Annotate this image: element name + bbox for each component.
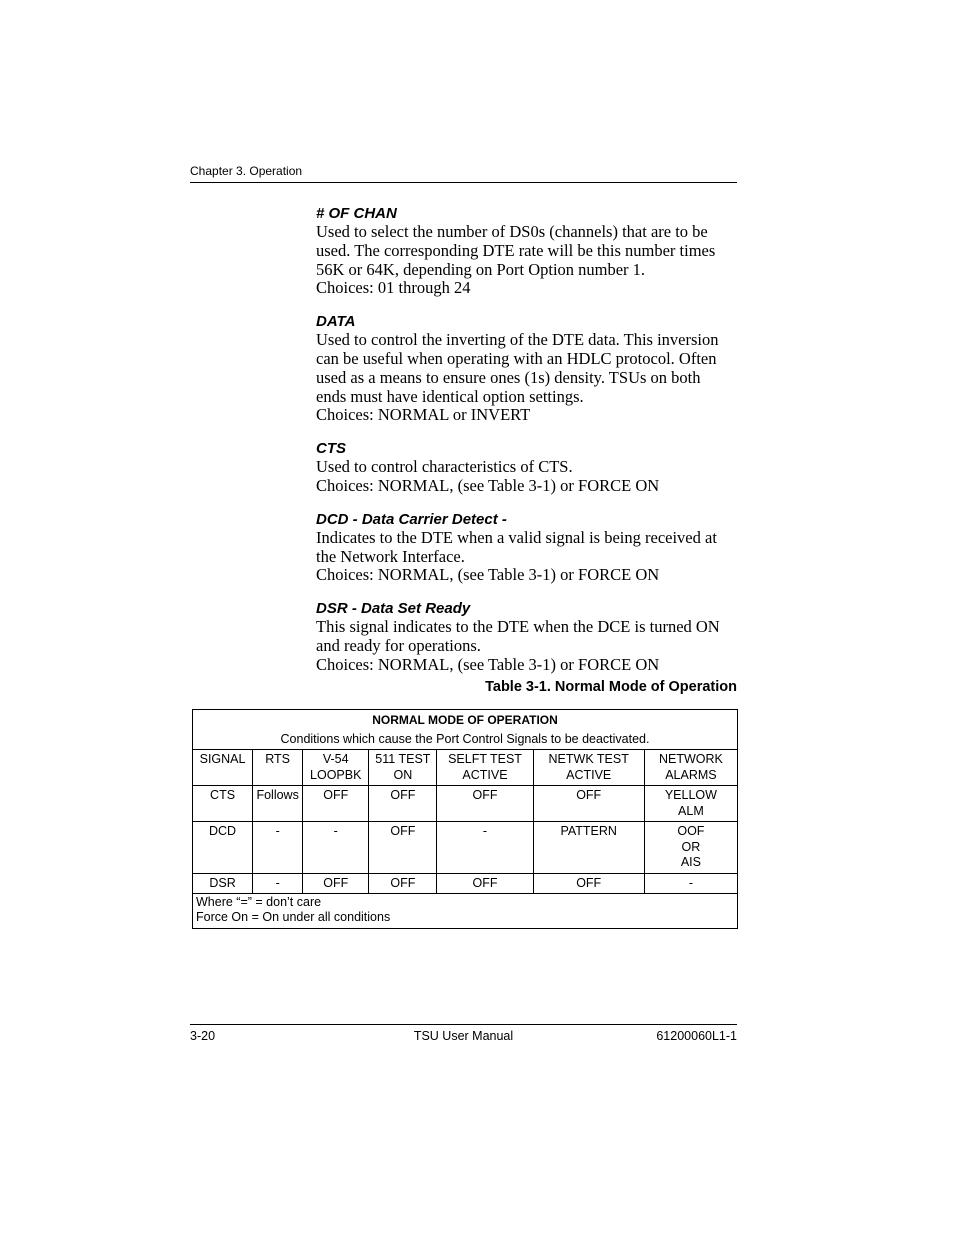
cell-text: AIS: [680, 855, 701, 869]
part-number: 61200060L1-1: [656, 1029, 737, 1043]
description-line: used. The corresponding DTE rate will be this number times: [316, 240, 716, 260]
table-cell: [369, 786, 437, 822]
cell-text: OFF: [323, 875, 349, 890]
description-line: Used to control the inverting of the DTE data. This inversion: [316, 330, 719, 350]
description-line: Used to select the number of DS0s (channels) that are to be: [316, 222, 708, 241]
header-rule: [190, 182, 737, 183]
cell-text: 511 TEST: [375, 752, 431, 766]
cell-text: YELLOW: [664, 788, 717, 802]
cell-text: OFF: [576, 875, 602, 890]
table-cell: [369, 873, 437, 894]
table-cell: [253, 786, 303, 822]
table-cell: [644, 786, 737, 822]
description-line: used as a means to ensure ones (1s) density. TSUs on both: [316, 367, 701, 387]
description-line: ends must have identical option settings.: [316, 386, 584, 406]
table-cell: [303, 873, 369, 894]
cell-text: -: [482, 824, 488, 838]
cell-text: -: [275, 875, 280, 890]
cell-text: SELFT TEST: [448, 752, 522, 766]
section-title: DCD - Data Carrier Detect -: [316, 510, 507, 528]
table-cell: [369, 822, 437, 874]
option-section: [316, 440, 746, 496]
option-section: [316, 600, 746, 674]
option-descriptions: [316, 205, 746, 690]
cell-text: ACTIVE: [462, 767, 508, 782]
cell-text: CTS: [210, 788, 236, 802]
note-line: Where “=” = don’t care: [196, 895, 322, 909]
cell-text: SIGNAL: [199, 752, 246, 766]
table-cell: [533, 786, 644, 822]
cell-text: OFF: [576, 788, 602, 802]
description-line: Choices: 01 through 24: [316, 278, 471, 298]
option-section: [316, 313, 746, 425]
cell-text: -: [333, 824, 338, 838]
column-header: [644, 750, 737, 786]
table-subtitle: Conditions which cause the Port Control Signals to be deactivated.: [193, 730, 738, 750]
cell-text: ALM: [678, 803, 704, 818]
normal-mode-table: [192, 709, 738, 929]
cell-text: NETWK TEST: [548, 752, 629, 766]
manual-title: TSU User Manual: [413, 1029, 514, 1043]
section-title: DSR - Data Set Ready: [316, 600, 471, 618]
cell-text: DCD: [209, 824, 237, 838]
column-header: [437, 750, 533, 786]
table-cell: [644, 822, 737, 874]
section-title: DATA: [316, 313, 356, 331]
table-cell: [193, 786, 253, 822]
description-line: Used to control characteristics of CTS.: [316, 457, 573, 477]
cell-text: Follows: [256, 788, 299, 802]
table-row: [193, 873, 738, 894]
cell-text: V-54: [322, 752, 349, 766]
column-header: [533, 750, 644, 786]
cell-text: OOF: [677, 824, 705, 838]
table-cell: [253, 822, 303, 874]
table-cell: [437, 822, 533, 874]
table-cell: [533, 873, 644, 894]
cell-text: OR: [681, 839, 701, 854]
cell-text: DSR: [209, 875, 236, 890]
description-line: This signal indicates to the DTE when the DCE is turned ON: [316, 617, 720, 637]
note-line: Force On = On under all conditions: [196, 910, 391, 924]
description-line: Choices: NORMAL or INVERT: [316, 405, 531, 425]
cell-text: OFF: [390, 788, 416, 802]
cell-text: ACTIVE: [566, 767, 612, 782]
running-header: Chapter 3. Operation: [190, 164, 303, 178]
cell-text: LOOPBK: [310, 767, 362, 782]
description-line: the Network Interface.: [316, 546, 465, 566]
description-line: can be useful when operating with an HDLC protocol. Often: [316, 348, 717, 368]
column-header: [303, 750, 369, 786]
cell-text: RTS: [265, 752, 291, 766]
column-header: [193, 750, 253, 786]
description-line: Choices: NORMAL, (see Table 3-1) or FORCE ON: [316, 475, 660, 495]
option-section: [316, 205, 746, 298]
table-notes-row: [193, 894, 738, 929]
cell-text: -: [688, 875, 693, 890]
table-header-row: [193, 750, 738, 786]
cell-text: PATTERN: [560, 824, 617, 838]
description-line: and ready for operations.: [316, 635, 481, 655]
table-row: [193, 822, 738, 874]
table-cell: [437, 873, 533, 894]
table-cell: [193, 873, 253, 894]
table-cell: [193, 822, 253, 874]
table-cell: [253, 873, 303, 894]
table-caption: Table 3-1. Normal Mode of Operation: [485, 679, 737, 695]
description-line: 56K or 64K, depending on Port Option number 1.: [316, 259, 646, 279]
table-cell: [303, 822, 369, 874]
cell-text: OFF: [472, 875, 498, 890]
table-cell: [644, 873, 737, 894]
table-row: [193, 786, 738, 822]
option-section: [316, 511, 746, 585]
cell-text: OFF: [390, 824, 416, 838]
cell-text: ALARMS: [665, 767, 717, 782]
column-header: [369, 750, 437, 786]
column-header: [253, 750, 303, 786]
page-number: 3-20: [190, 1029, 216, 1043]
section-title: CTS: [316, 440, 346, 458]
section-title: # OF CHAN: [316, 205, 397, 222]
cell-text: -: [275, 824, 280, 838]
description-line: Choices: NORMAL, (see Table 3-1) or FORCE ON: [316, 654, 660, 674]
footer-rule: [190, 1024, 737, 1025]
cell-text: NETWORK: [658, 752, 723, 766]
description-line: Choices: NORMAL, (see Table 3-1) or FORCE ON: [316, 565, 660, 585]
description-line: Indicates to the DTE when a valid signal is being received at: [316, 527, 717, 547]
table-notes: [193, 894, 738, 929]
cell-text: OFF: [323, 788, 349, 802]
table-cell: [437, 786, 533, 822]
cell-text: OFF: [472, 788, 498, 802]
table-cell: [303, 786, 369, 822]
table-title: NORMAL MODE OF OPERATION: [193, 710, 738, 730]
cell-text: OFF: [390, 875, 416, 890]
table-cell: [533, 822, 644, 874]
cell-text: ON: [393, 767, 413, 782]
